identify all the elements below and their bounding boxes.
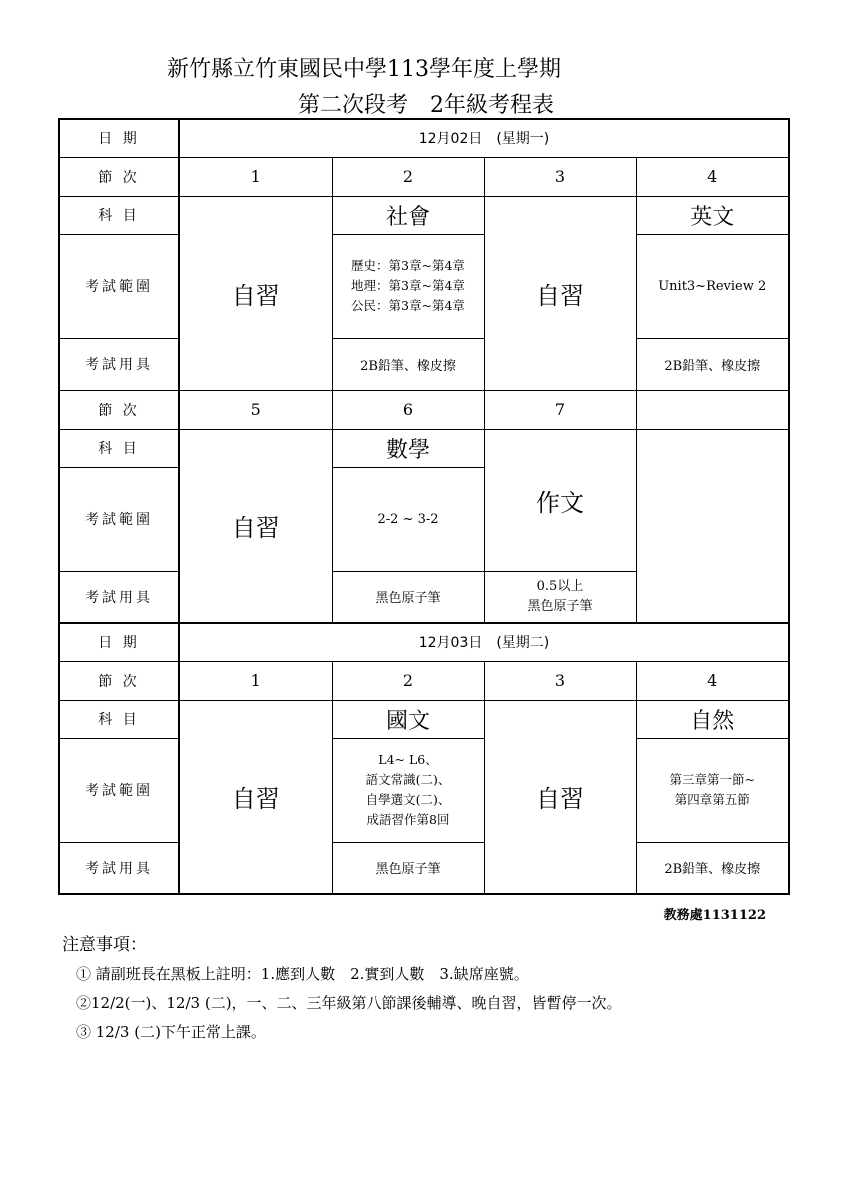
period-number: 1 xyxy=(179,661,332,700)
subject-science: 自然 xyxy=(636,700,789,738)
range-english: Unit3~Review 2 xyxy=(636,234,789,338)
document-title: 新竹縣立竹東國民中學113學年度上學期 xyxy=(167,57,561,82)
note-item: ① 請副班長在黑板上註明：1.應到人數 2.實到人數 3.缺席座號。 xyxy=(76,965,529,983)
period-label: 節 次 xyxy=(59,157,179,196)
tools-chinese: 黑色原子筆 xyxy=(332,842,484,894)
period-number: 2 xyxy=(332,157,484,196)
note-item: ②12/2(一)、12/3 (二)，一、二、三年級第八節課後輔導、晚自習，皆暫停一次。 xyxy=(76,994,622,1012)
tools-label: 考試用具 xyxy=(59,842,179,894)
exam-schedule-table xyxy=(58,118,790,895)
self-study-cell: 自習 xyxy=(484,700,636,894)
tools-social: 2B鉛筆、橡皮擦 xyxy=(332,338,484,390)
self-study-cell: 自習 xyxy=(179,700,332,894)
day1-period-row-b xyxy=(59,390,789,429)
date-label: 日 期 xyxy=(59,623,179,661)
range-label: 考試範圍 xyxy=(59,234,179,338)
period-number: 4 xyxy=(636,157,789,196)
tools-composition: 0.5以上 黑色原子筆 xyxy=(484,571,636,623)
period-number xyxy=(636,390,789,429)
day2-date: 12月03日 (星期二) xyxy=(179,623,789,661)
tools-math: 黑色原子筆 xyxy=(332,571,484,623)
subject-math: 數學 xyxy=(332,429,484,467)
range-science: 第三章第一節~ 第四章第五節 xyxy=(636,738,789,842)
day2-date-row xyxy=(59,623,789,661)
subject-label: 科 目 xyxy=(59,429,179,467)
tools-label: 考試用具 xyxy=(59,571,179,623)
period-label: 節 次 xyxy=(59,390,179,429)
subject-social: 社會 xyxy=(332,196,484,234)
day1-period-row-a xyxy=(59,157,789,196)
self-study-cell: 自習 xyxy=(484,196,636,390)
tools-label: 考試用具 xyxy=(59,338,179,390)
tools-science: 2B鉛筆、橡皮擦 xyxy=(636,842,789,894)
subject-chinese: 國文 xyxy=(332,700,484,738)
period-number: 6 xyxy=(332,390,484,429)
day2-period-row xyxy=(59,661,789,700)
range-label: 考試範圍 xyxy=(59,738,179,842)
tools-english: 2B鉛筆、橡皮擦 xyxy=(636,338,789,390)
range-math: 2-2 ~ 3-2 xyxy=(332,467,484,571)
self-study-cell: 自習 xyxy=(179,196,332,390)
range-label: 考試範圍 xyxy=(59,467,179,571)
notes-heading: 注意事項： xyxy=(62,935,147,955)
self-study-cell: 自習 xyxy=(179,429,332,623)
day1-date-row xyxy=(59,119,789,157)
range-social: 歷史：第3章~第4章 地理：第3章~第4章 公民：第3章~第4章 xyxy=(332,234,484,338)
period-number: 3 xyxy=(484,157,636,196)
day1-date: 12月02日 (星期一) xyxy=(179,119,789,157)
subject-label: 科 目 xyxy=(59,196,179,234)
period-number: 5 xyxy=(179,390,332,429)
subject-composition: 作文 xyxy=(484,429,636,571)
date-label: 日 期 xyxy=(59,119,179,157)
period-number: 2 xyxy=(332,661,484,700)
period-number: 7 xyxy=(484,390,636,429)
document-subtitle: 第二次段考 2年級考程表 xyxy=(298,93,554,118)
office-stamp: 教務處1131122 xyxy=(663,908,766,923)
subject-label: 科 目 xyxy=(59,700,179,738)
period-number: 4 xyxy=(636,661,789,700)
period-number: 3 xyxy=(484,661,636,700)
note-item: ③ 12/3 (二)下午正常上課。 xyxy=(76,1023,266,1041)
subject-english: 英文 xyxy=(636,196,789,234)
empty-cell xyxy=(636,429,789,623)
notes-section xyxy=(62,930,622,1050)
period-number: 1 xyxy=(179,157,332,196)
range-chinese: L4~ L6、 語文常識(二)、 自學選文(二)、 成語習作第8回 xyxy=(332,738,484,842)
period-label: 節 次 xyxy=(59,661,179,700)
